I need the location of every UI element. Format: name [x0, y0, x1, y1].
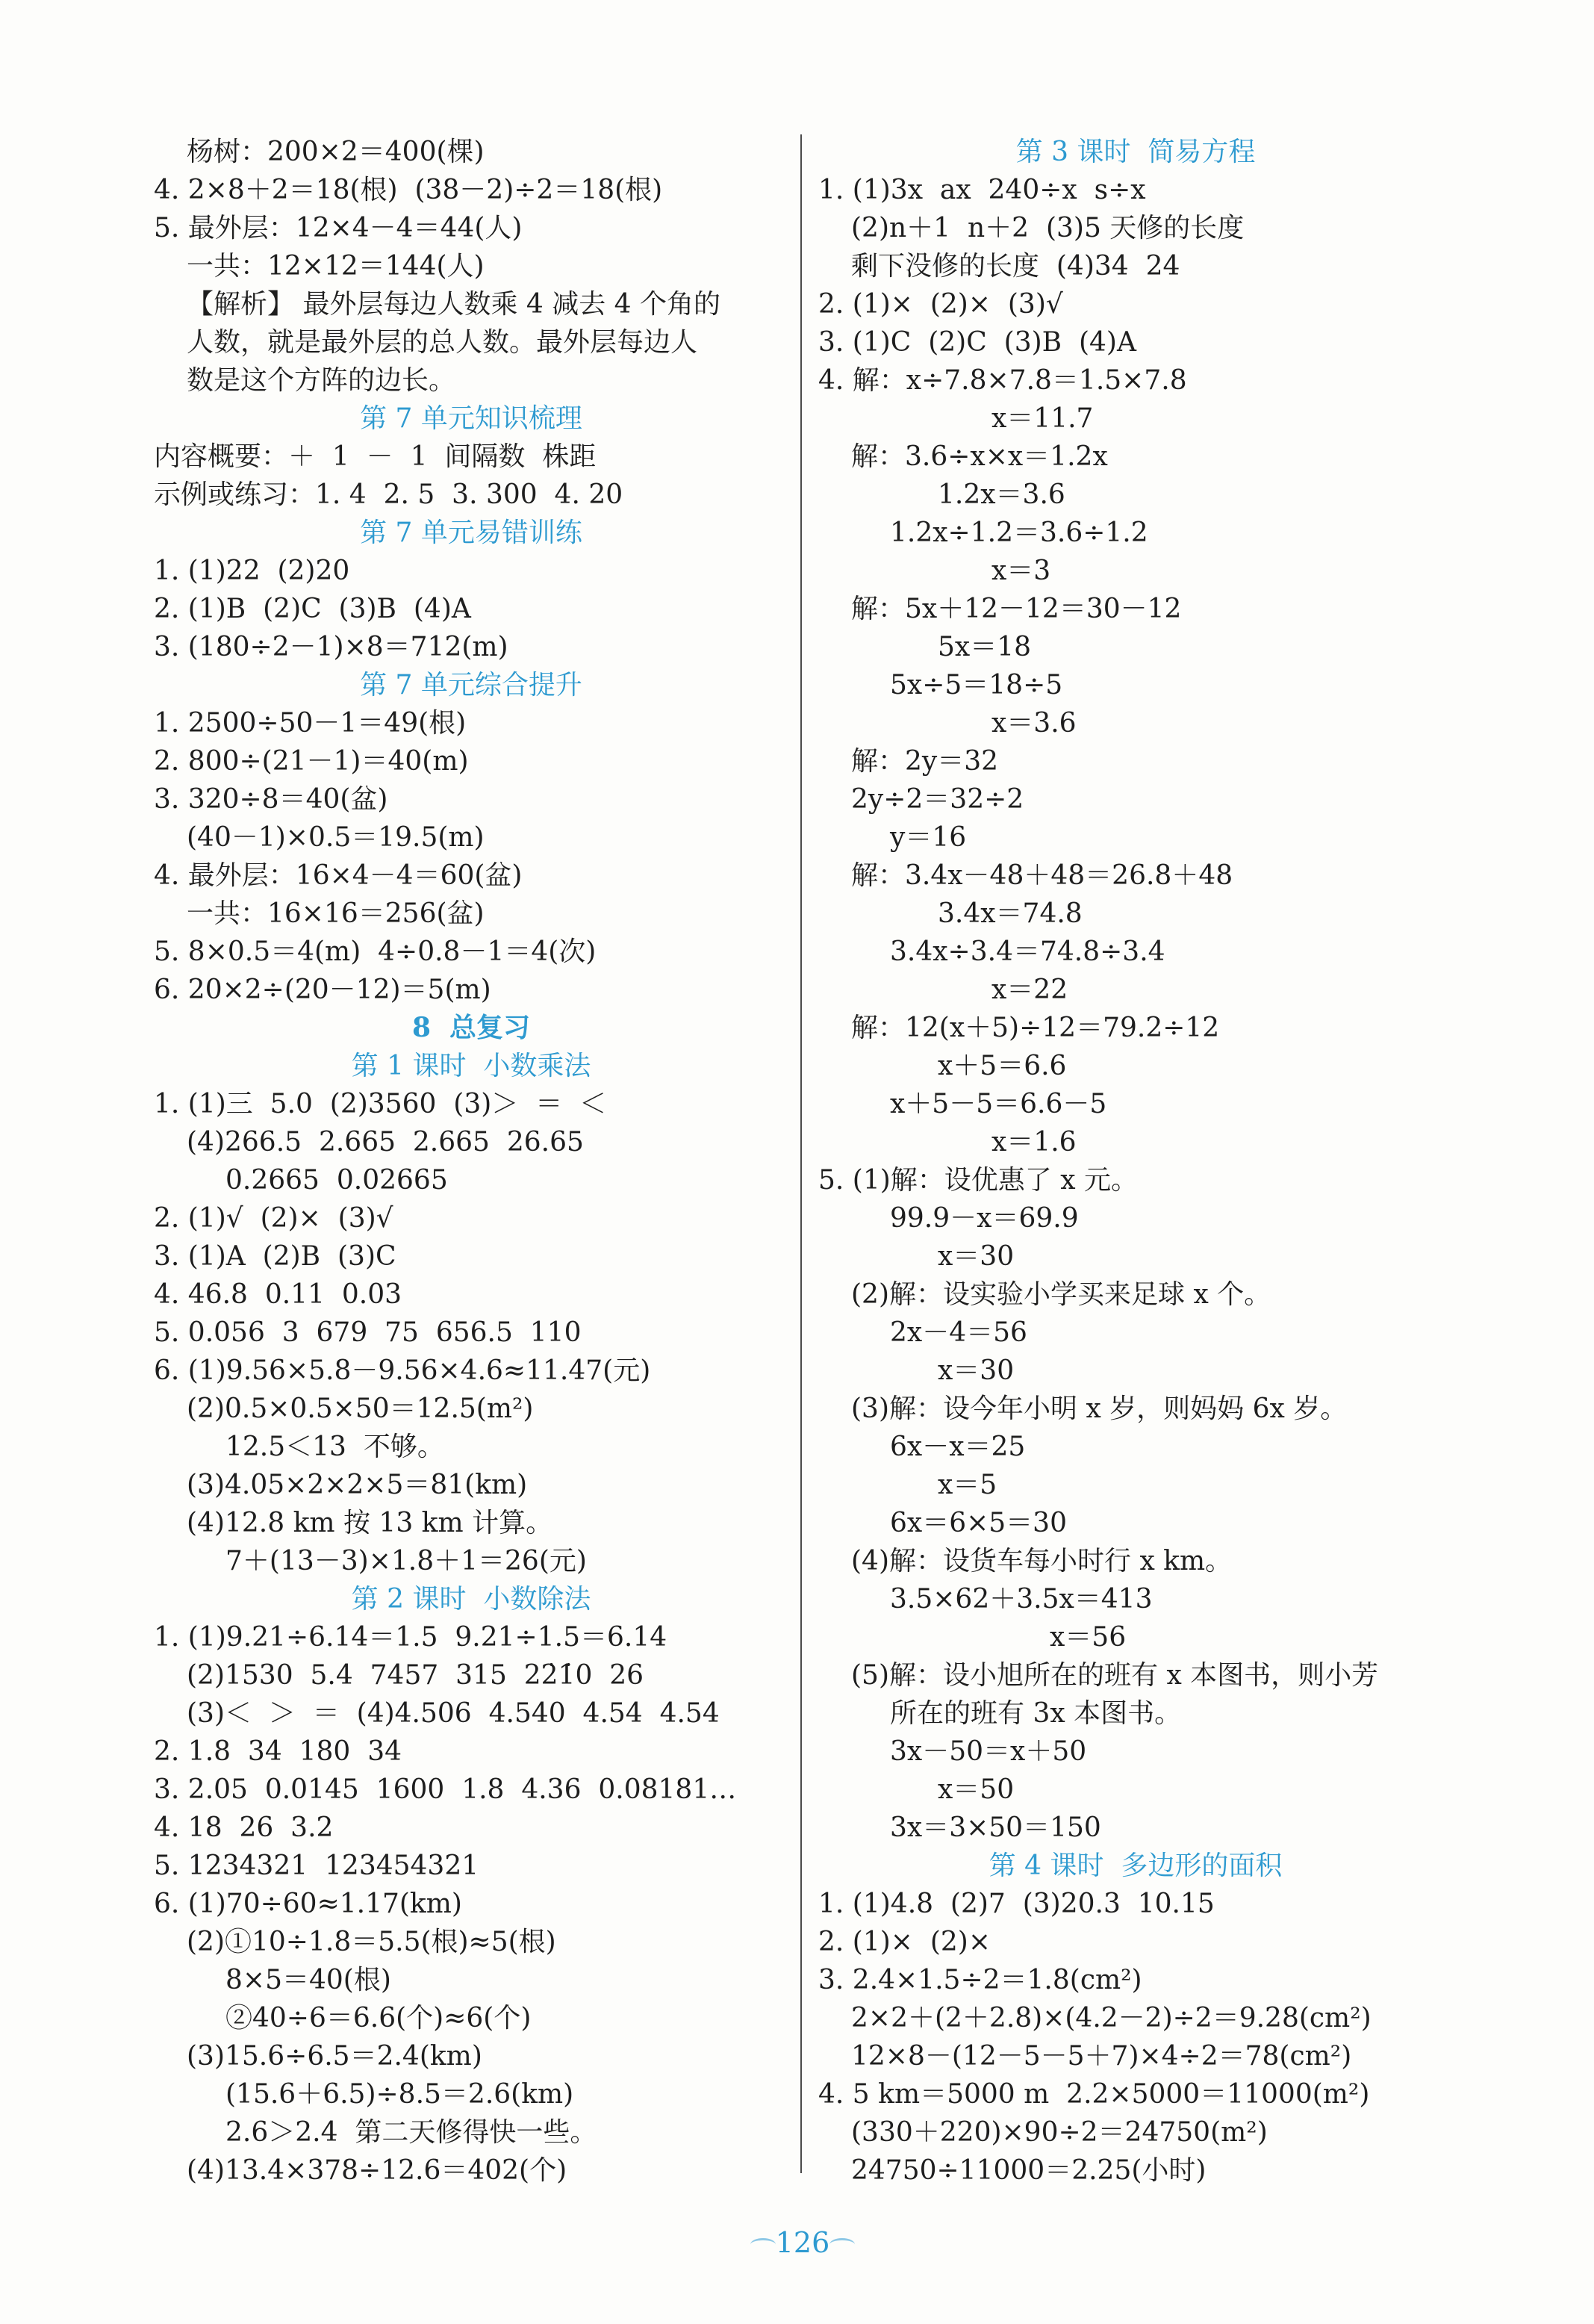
- answer-line: 99.9－x＝69.9: [890, 1203, 1079, 1234]
- section-heading: 第 1 课时 小数乘法: [351, 1051, 591, 1081]
- answer-line: 5. 8×0.5＝4(m) 4÷0.8－1＝4(次): [154, 936, 597, 967]
- answer-line: 1. (1)3x ax 240÷x s÷x: [818, 175, 1146, 205]
- right-wing-ornament: [829, 2238, 855, 2251]
- section-heading: 第 4 课时 多边形的面积: [989, 1851, 1283, 1881]
- answer-line: 5. 1234321 123454321: [154, 1851, 479, 1881]
- answer-line: 4. 18 26 3.2: [154, 1812, 334, 1843]
- answer-line: x＝30: [938, 1241, 1015, 1272]
- answer-line: x＋5＝6.6: [938, 1051, 1067, 1081]
- answer-line: 12.5＜13 不够。: [225, 1432, 444, 1462]
- section-heading: 第 7 单元综合提升: [360, 670, 582, 700]
- answer-line: 5. 最外层：12×4－4＝44(人): [154, 213, 523, 243]
- answer-line: 1. (1)9.21÷6.14＝1.5 9.21÷1.5＝6.14: [154, 1622, 667, 1653]
- answer-line: (2)解：设实验小学买来足球 x 个。: [851, 1279, 1271, 1310]
- section-heading: 第 2 课时 小数除法: [351, 1584, 591, 1615]
- answer-line: 解：12(x＋5)÷12＝79.2÷12: [851, 1013, 1220, 1043]
- answer-line: 2. (1)√ (2)× (3)√: [154, 1203, 393, 1234]
- answer-line: 所在的班有 3x 本图书。: [890, 1698, 1182, 1729]
- right-column: [818, 133, 1453, 2190]
- answer-line: x＝56: [1050, 1622, 1127, 1653]
- answer-line: 2. (1)× (2)×: [818, 1927, 991, 1957]
- answer-line: 解：5x＋12－12＝30－12: [851, 594, 1182, 624]
- answer-line: 1. (1)22 (2)20: [154, 556, 350, 586]
- answer-line: 1. (1)4.8 (2)7 (3)20.3 10.15: [818, 1889, 1215, 1919]
- answer-line: 0.2665 0.02665: [225, 1165, 448, 1196]
- answer-line: 一共：12×12＝144(人): [187, 251, 485, 282]
- answer-line: 人数，就是最外层的总人数。最外层每边人: [187, 327, 698, 358]
- answer-line: 6x－x＝25: [890, 1432, 1026, 1462]
- answer-line: 5. 0.056 3 679 75 656.5 110: [154, 1317, 582, 1348]
- answer-line: 1. (1)三 5.0 (2)3560 (3)＞ ＝ ＜: [154, 1089, 607, 1119]
- answer-line: 6. (1)9.56×5.8－9.56×4.6≈11.47(元): [154, 1355, 651, 1386]
- answer-line: 解：2y＝32: [851, 746, 999, 777]
- answer-line: (2)①10÷1.8＝5.5(根)≈5(根): [187, 1927, 556, 1957]
- answer-line: 3. (1)C (2)C (3)B (4)A: [818, 327, 1136, 358]
- page-number-badge: [773, 2222, 832, 2264]
- answer-line: 一共：16×16＝256(盆): [187, 898, 485, 929]
- answer-line: ②40÷6＝6.6(个)≈6(个): [225, 2003, 532, 2034]
- answer-line: 杨树：200×2＝400(棵): [187, 137, 485, 167]
- answer-line: 解：3.4x－48＋48＝26.8＋48: [851, 860, 1233, 891]
- answer-line: x＝50: [938, 1774, 1015, 1805]
- answer-line: x＝3.6: [991, 708, 1077, 739]
- answer-line: 数是这个方阵的边长。: [187, 365, 456, 396]
- answer-line: x＋5－5＝6.6－5: [890, 1089, 1107, 1119]
- answer-line: 3x＝3×50＝150: [890, 1812, 1101, 1843]
- answer-line: 8×5＝40(根): [225, 1965, 391, 1995]
- answer-line: 4. 46.8 0.11 0.03: [154, 1279, 402, 1310]
- answer-line: 24750÷11000＝2.25(小时): [851, 2155, 1207, 2186]
- answer-line: 内容概要：＋ 1 － 1 间隔数 株距: [154, 441, 597, 472]
- answer-line: x＝3: [991, 556, 1051, 586]
- answer-line: 3. 2.4×1.5÷2＝1.8(cm²): [818, 1965, 1142, 1995]
- column-divider: [800, 134, 802, 2173]
- section-heading: 第 3 课时 简易方程: [1015, 137, 1256, 167]
- answer-line: (2)n＋1 n＋2 (3)5 天修的长度: [851, 213, 1245, 243]
- answer-line: (15.6＋6.5)÷8.5＝2.6(km): [225, 2079, 574, 2110]
- answer-line: 3. 2.05 0.0145 1600 1.8 4.36 0.08181…: [154, 1774, 737, 1805]
- answer-line: (3)4.05×2×2×5＝81(km): [187, 1470, 528, 1500]
- answer-line: (4)13.4×378÷12.6＝402(个): [187, 2155, 567, 2186]
- answer-line: 剩下没修的长度 (4)34 24: [851, 251, 1180, 282]
- answer-line: 3. (180÷2－1)×8＝712(m): [154, 632, 508, 662]
- answer-line: (3)＜ ＞ ＝ (4)4.506 4.540 4.54 4.54: [187, 1698, 720, 1729]
- answer-line: 7＋(13－3)×1.8＋1＝26(元): [225, 1546, 587, 1576]
- section-heading: 第 7 单元易错训练: [360, 518, 582, 548]
- answer-line: 3. (1)A (2)B (3)C: [154, 1241, 396, 1272]
- page-number: 126: [775, 2226, 830, 2259]
- answer-line: 12×8－(12－5－5＋7)×4÷2＝78(cm²): [851, 2041, 1352, 2072]
- answer-line: 1. 2500÷50－1＝49(根): [154, 708, 467, 739]
- section-heading: 第 7 单元知识梳理: [360, 403, 582, 434]
- answer-line: x＝5: [938, 1470, 997, 1500]
- answer-line: 4. 解：x÷7.8×7.8＝1.5×7.8: [818, 365, 1187, 396]
- answer-line: 2y÷2＝32÷2: [851, 784, 1024, 815]
- answer-line: x＝1.6: [991, 1127, 1077, 1158]
- answer-line: (3)15.6÷6.5＝2.4(km): [187, 2041, 482, 2072]
- answer-line: 2. (1)× (2)× (3)√: [818, 289, 1063, 320]
- answer-line: 6. 20×2÷(20－12)＝5(m): [154, 975, 491, 1005]
- answer-line: 解：3.6÷x×x＝1.2x: [851, 441, 1108, 472]
- answer-line: 3. 320÷8＝40(盆): [154, 784, 388, 815]
- answer-line: (4)解：设货车每小时行 x km。: [851, 1546, 1233, 1576]
- answer-line: (4)266.5 2.665 2.665 26.65: [187, 1127, 584, 1158]
- answer-line: 1.2x÷1.2＝3.6÷1.2: [890, 518, 1148, 548]
- answer-line: 5x＝18: [938, 632, 1032, 662]
- answer-line: (330＋220)×90÷2＝24750(m²): [851, 2117, 1268, 2148]
- answer-line: 2×2＋(2＋2.8)×(4.2－2)÷2＝9.28(cm²): [851, 2003, 1372, 2034]
- answer-line: 4. 最外层：16×4－4＝60(盆): [154, 860, 523, 891]
- answer-line: (4)12.8 km 按 13 km 计算。: [187, 1508, 553, 1538]
- answer-line: 5x÷5＝18÷5: [890, 670, 1063, 700]
- answer-line: 1.2x＝3.6: [938, 479, 1065, 510]
- answer-line: (2)0.5×0.5×50＝12.5(m²): [187, 1394, 534, 1424]
- answer-line: 3.4x＝74.8: [938, 898, 1083, 929]
- answer-line: 4. 5 km＝5000 m 2.2×5000＝11000(m²): [818, 2079, 1370, 2110]
- answer-line: 2. 1.8 34 180 34: [154, 1736, 402, 1767]
- answer-line: (3)解：设今年小明 x 岁，则妈妈 6x 岁。: [851, 1394, 1348, 1424]
- answer-line: 2. 800÷(21－1)＝40(m): [154, 746, 469, 777]
- answer-line: x＝30: [938, 1355, 1015, 1386]
- answer-line: (40－1)×0.5＝19.5(m): [187, 822, 485, 853]
- answer-line: (5)解：设小旭所在的班有 x 本图书，则小芳: [851, 1660, 1379, 1691]
- left-wing-ornament: [750, 2238, 776, 2251]
- answer-line: 3.4x÷3.4＝74.8÷3.4: [890, 936, 1165, 967]
- answer-line: 6x＝6×5＝30: [890, 1508, 1067, 1538]
- answer-line: 5. (1)解：设优惠了 x 元。: [818, 1165, 1138, 1196]
- answer-line: 4. 2×8＋2＝18(根) (38－2)÷2＝18(根): [154, 175, 663, 205]
- answer-line: 【解析】 最外层每边人数乘 4 减去 4 个角的: [187, 289, 721, 320]
- answer-line: 6. (1)70÷60≈1.17(km): [154, 1889, 462, 1919]
- answer-line: 3x－50＝x＋50: [890, 1736, 1087, 1767]
- answer-line: 示例或练习：1. 4 2. 5 3. 300 4. 20: [154, 479, 623, 510]
- answer-line: 3.5×62＋3.5x＝413: [890, 1584, 1153, 1615]
- answer-line: 2.6＞2.4 第二天修得快一些。: [225, 2117, 597, 2148]
- answer-line: (2)1530 5.4 7457 315 22̇1̇0 26: [187, 1660, 644, 1691]
- answer-line: x＝11.7: [991, 403, 1094, 434]
- answer-line: 2. (1)B (2)C (3)B (4)A: [154, 594, 471, 624]
- answer-line: 2x－4＝56: [890, 1317, 1027, 1348]
- left-column: [154, 133, 788, 2190]
- section-heading: 8 总复习: [411, 1012, 531, 1043]
- answer-line: y＝16: [890, 822, 967, 853]
- answer-line: x＝22: [991, 975, 1068, 1005]
